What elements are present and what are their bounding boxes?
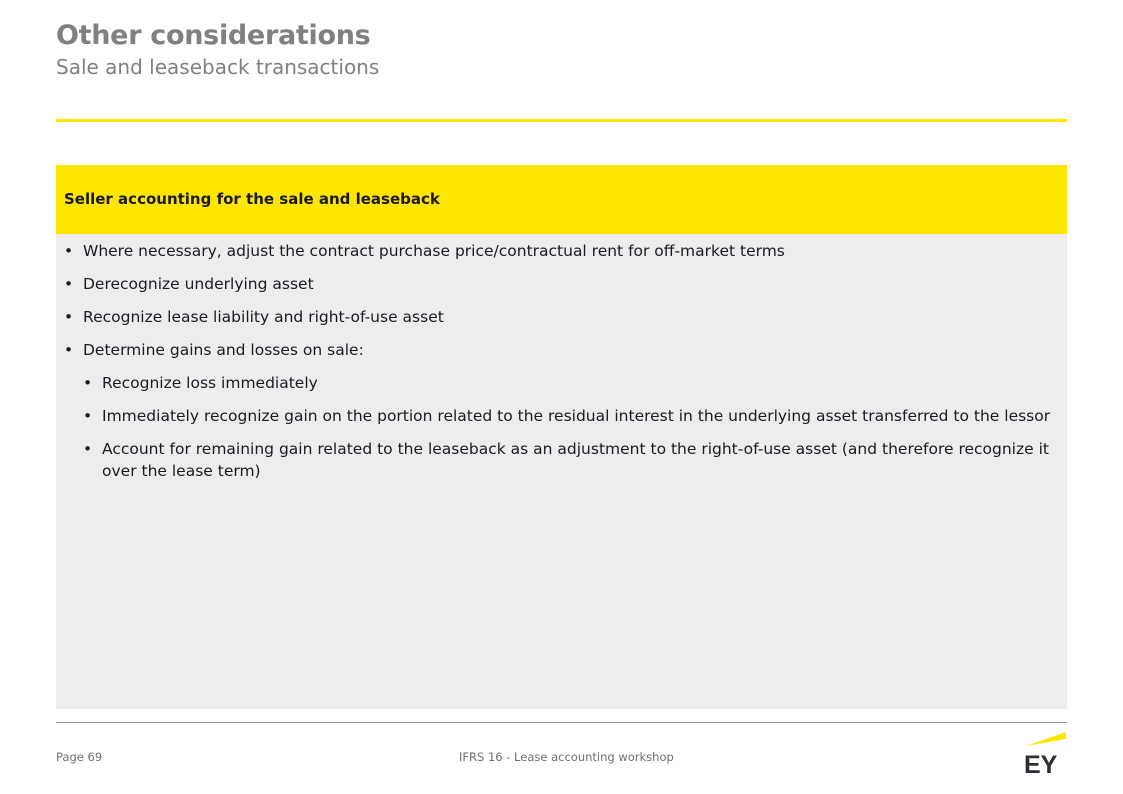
page-number: Page 69 (56, 750, 103, 764)
sub-bullet-item: • Immediately recognize gain on the portion related to the residual interest in the underlying asset transferred to the lessor (83, 405, 1062, 427)
sub-bullet-item: • Account for remaining gain related to the leaseback as an adjustment to the right-of-use asset (and therefore recognize it over the lease term) (83, 438, 1062, 482)
bullet-item: • Determine gains and losses on sale: (64, 339, 1062, 361)
page-title: Other considerations (56, 20, 371, 51)
footer-title: IFRS 16 - Lease accounting workshop (459, 750, 674, 764)
bullet-item: • Derecognize underlying asset (64, 273, 1062, 295)
ey-logo-text: EY (1024, 751, 1058, 775)
panel-body (56, 234, 1067, 709)
page-subtitle: Sale and leaseback transactions (56, 55, 380, 79)
panel-header (56, 165, 1067, 234)
ey-logo-beam-icon (1026, 732, 1066, 746)
bullet-item: • Recognize lease liability and right-of-use asset (64, 306, 1062, 328)
panel-heading: Seller accounting for the sale and leaseback (64, 190, 440, 208)
title-divider (56, 119, 1067, 122)
ey-logo-icon (1022, 729, 1068, 775)
footer-divider (56, 722, 1067, 723)
bullet-item: • Where necessary, adjust the contract purchase price/contractual rent for off-market terms (64, 240, 1062, 262)
bullet-list (64, 240, 1062, 493)
sub-bullet-item: • Recognize loss immediately (83, 372, 1062, 394)
